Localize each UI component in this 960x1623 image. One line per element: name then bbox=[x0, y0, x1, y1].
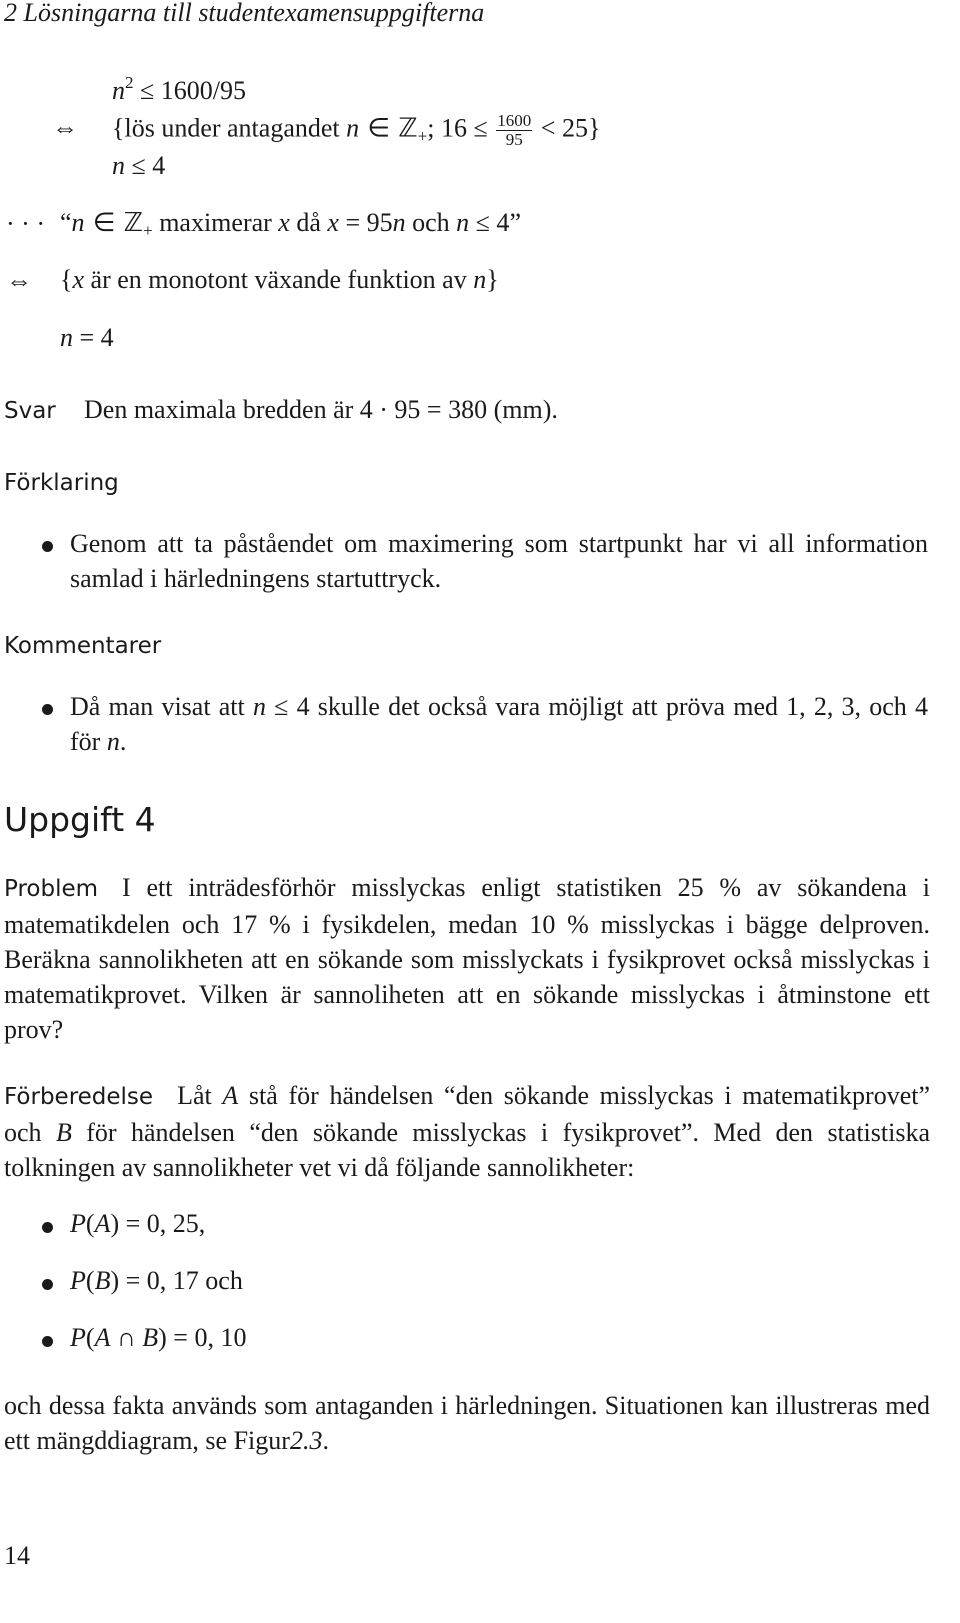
exponent: 2 bbox=[125, 73, 134, 92]
var-P: P bbox=[70, 1209, 86, 1238]
text: . bbox=[119, 727, 127, 756]
bullet-icon bbox=[42, 541, 53, 552]
forberedelse-label: Förberedelse bbox=[4, 1084, 154, 1110]
var-n: n bbox=[392, 208, 406, 237]
bullet-icon bbox=[42, 1279, 53, 1290]
bullet-icon bbox=[42, 1222, 53, 1233]
text: = 0, 25, bbox=[119, 1209, 206, 1238]
intersection: ∩ bbox=[110, 1323, 143, 1352]
text: ∈ ℤ bbox=[359, 113, 418, 144]
derivation-line-4 bbox=[60, 208, 521, 241]
var-B: B bbox=[55, 1118, 72, 1147]
text: är en monotont växande funktion av bbox=[84, 265, 474, 294]
text: då bbox=[289, 208, 328, 237]
denominator: 95 bbox=[505, 130, 523, 149]
var-n: n bbox=[456, 208, 470, 237]
var-n: n bbox=[252, 692, 266, 721]
text: {lös under antagandet bbox=[112, 113, 347, 143]
paren: ( bbox=[85, 1266, 95, 1295]
text: < 25} bbox=[534, 113, 601, 143]
text: = 0, 17 och bbox=[119, 1266, 243, 1295]
derivation-line-5 bbox=[60, 265, 499, 295]
paren: ( bbox=[85, 1209, 95, 1238]
relation: ≤ 1600/95 bbox=[133, 76, 246, 105]
text: . bbox=[322, 1426, 329, 1455]
bullet-icon bbox=[42, 1336, 53, 1347]
text: stå för händelsen “den sökande misslyckas i matematikprovet” och bbox=[4, 1081, 930, 1147]
forklaring-label: Förklaring bbox=[4, 470, 119, 496]
kommentarer-label: Kommentarer bbox=[4, 633, 162, 659]
subscript: + bbox=[143, 221, 153, 240]
relation: = 4 bbox=[73, 323, 114, 352]
text: ∈ ℤ bbox=[84, 208, 144, 238]
paren: ( bbox=[85, 1323, 95, 1352]
bullet-icon bbox=[42, 704, 53, 715]
var-n: n bbox=[112, 76, 125, 105]
kommentarer-bullet-text bbox=[70, 689, 928, 759]
text: Då man visat att bbox=[70, 692, 253, 721]
running-header: 2 Lösningarna till studentexamensuppgifterna bbox=[4, 0, 485, 27]
quote-open: “ bbox=[60, 208, 72, 237]
probability-item bbox=[70, 1266, 243, 1296]
var-B: B bbox=[142, 1323, 159, 1352]
problem-text: I ett inträdesförhör misslyckas enligt statistiken 25 % av sökandena i matematikdelen och 17 % i fysikdelen, medan 10 % misslyckas i bägge delproven. Beräkna sannolikheten att en sökande som misslyckats i fysikprovet också misslyckas i matematikprovet. Vilken är sannoliheten att en sökande misslyckas i åtminstone ett prov? bbox=[4, 873, 930, 1044]
ellipsis-icon: · · · bbox=[6, 209, 45, 238]
derivation-line-2 bbox=[112, 112, 600, 149]
closing-paragraph bbox=[4, 1388, 930, 1458]
paren: ) bbox=[158, 1323, 167, 1352]
var-x: x bbox=[278, 208, 290, 237]
paren: ) bbox=[110, 1266, 120, 1295]
var-n: n bbox=[346, 113, 360, 143]
derivation-line-6 bbox=[60, 323, 114, 353]
probability-item bbox=[70, 1209, 205, 1239]
text: = 0, 10 bbox=[166, 1323, 247, 1352]
fraction bbox=[496, 112, 532, 149]
svar-label: Svar bbox=[4, 398, 56, 424]
var-n: n bbox=[112, 151, 125, 180]
var-x: x bbox=[327, 208, 339, 237]
var-n: n bbox=[473, 265, 487, 294]
var-A: A bbox=[94, 1209, 111, 1238]
quote-close: ” bbox=[509, 208, 521, 237]
text: ≤ 4 bbox=[469, 208, 510, 237]
paren: ) bbox=[110, 1209, 120, 1238]
text: Låt bbox=[177, 1081, 223, 1110]
relation: ≤ 4 bbox=[125, 151, 166, 180]
subscript: + bbox=[417, 126, 428, 146]
text: maximerar bbox=[152, 208, 279, 237]
problem-paragraph bbox=[4, 870, 930, 1047]
forberedelse-paragraph bbox=[4, 1078, 930, 1185]
figure-reference[interactable]: 2.3 bbox=[289, 1426, 323, 1455]
text: och bbox=[405, 208, 457, 237]
var-n: n bbox=[60, 323, 73, 352]
problem-label: Problem bbox=[4, 876, 99, 902]
derivation-line-3 bbox=[112, 151, 165, 181]
var-A: A bbox=[222, 1081, 239, 1110]
section-title: Uppgift 4 bbox=[4, 800, 156, 839]
var-P: P bbox=[70, 1266, 86, 1295]
equivalence-arrow-icon: ⇔ bbox=[6, 266, 32, 295]
var-x: x bbox=[72, 265, 85, 294]
text: och dessa fakta används som antaganden i härledningen. Situationen kan illustreras med ett mängddiagram, se Figur bbox=[4, 1391, 930, 1455]
text: = 95 bbox=[338, 208, 393, 237]
equivalence-arrow-icon: ⇔ bbox=[52, 113, 78, 142]
svar-text: Den maximala bredden är 4 · 95 = 380 (mm). bbox=[84, 395, 558, 424]
var-n: n bbox=[71, 208, 85, 237]
text: ; 16 ≤ bbox=[427, 113, 495, 143]
text: för händelsen “den sökande misslyckas i fysikprovet”. Med den statistiska tolkningen av sannolikheter vet vi då följande sannolikheter: bbox=[4, 1118, 930, 1182]
var-B: B bbox=[94, 1266, 111, 1295]
text: } bbox=[486, 265, 499, 294]
derivation-line-1 bbox=[112, 73, 246, 106]
var-n: n bbox=[106, 727, 120, 756]
numerator: 1600 bbox=[497, 111, 532, 130]
forklaring-bullet-text: Genom att ta påståendet om maximering som startpunkt har vi all information samlad i härledningens startuttryck. bbox=[70, 529, 928, 593]
text: ≤ 4 skulle det också vara möjligt att pröva med 1, 2, 3, och 4 för bbox=[70, 692, 928, 756]
text: { bbox=[60, 265, 73, 294]
probability-item bbox=[70, 1323, 246, 1353]
var-A: A bbox=[94, 1323, 111, 1352]
page-number: 14 bbox=[4, 1541, 30, 1570]
var-P: P bbox=[70, 1323, 86, 1352]
